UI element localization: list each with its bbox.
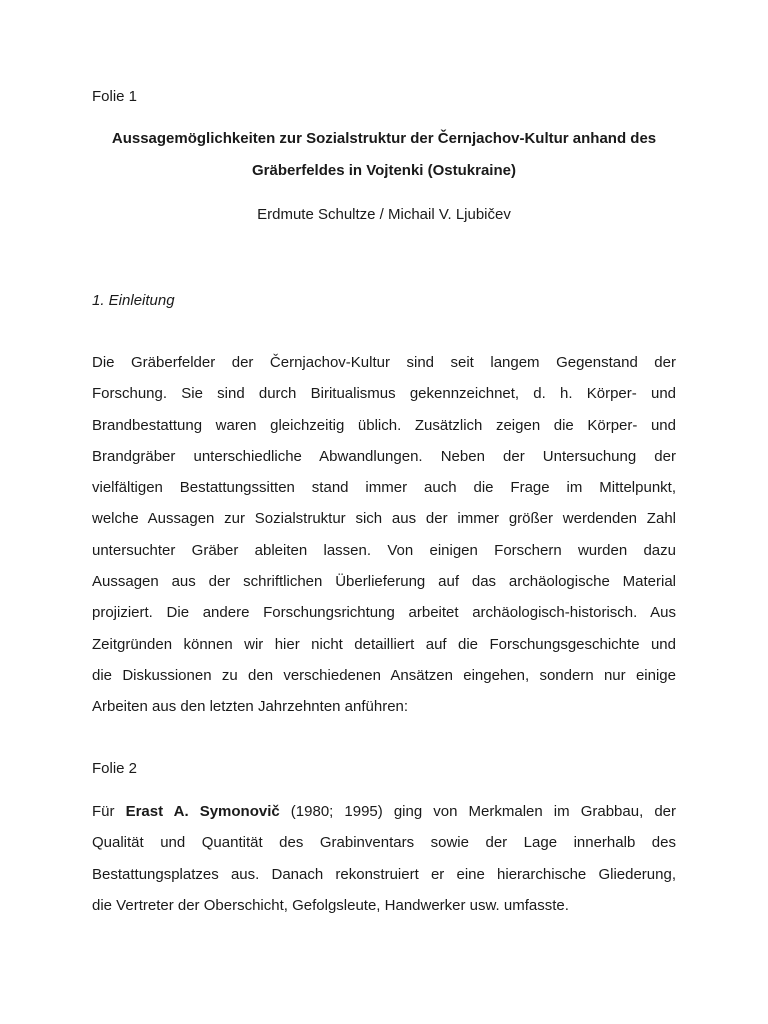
authors-line: Erdmute Schultze / Michail V. Ljubičev — [257, 206, 511, 223]
symonovic-paragraph — [92, 802, 676, 927]
paragraph-line: Bestattungsplatzes aus. Danach rekonstruiert er eine hierarchische Gliederung, — [92, 865, 676, 883]
slide2-label: Folie 2 — [92, 760, 138, 777]
line-prefix: Für — [92, 803, 126, 820]
line-rest: (1980; 1995) ging von Merkmalen im Grabbau, der — [279, 803, 676, 820]
paragraph-line: die Vertreter der Oberschicht, Gefolgsleute, Handwerker usw. umfasste. — [92, 896, 569, 914]
section-heading: 1. Einleitung — [92, 292, 175, 309]
paragraph-line: Arbeiten aus den letzten Jahrzehnten anführen: — [92, 698, 409, 716]
title-line-1: Aussagemöglichkeiten zur Sozialstruktur der Černjachov-Kultur anhand des — [111, 130, 657, 147]
intro-paragraph — [92, 353, 676, 729]
paragraph-line: Forschung. Sie sind durch Biritualismus gekennzeichnet, d. h. Körper- und — [92, 385, 676, 403]
paragraph-line: Brandbestattung waren gleichzeitig üblich. Zusätzlich zeigen die Körper- und — [92, 416, 676, 434]
paragraph-line: untersuchter Gräber ableiten lassen. Von einigen Forschern wurden dazu — [92, 541, 676, 559]
paragraph-line — [92, 802, 676, 833]
paragraph-line: Brandgräber unterschiedliche Abwandlungen. Neben der Untersuchung der — [92, 447, 676, 465]
paragraph-line: projiziert. Die andere Forschungsrichtung arbeitet archäologisch-historisch. Aus — [92, 604, 676, 622]
paragraph-line: welche Aussagen zur Sozialstruktur sich aus der immer größer werdenden Zahl — [92, 510, 676, 528]
paragraph-line: die Diskussionen zu den verschiedenen Ansätzen eingehen, sondern nur einige — [92, 666, 676, 684]
author-name: Erast A. Symonovič — [125, 803, 280, 820]
paragraph-line: Zeitgründen können wir hier nicht detailliert auf die Forschungsgeschichte und — [92, 635, 676, 653]
title-line-2: Gräberfeldes in Vojtenki (Ostukraine) — [252, 162, 516, 179]
paragraph-line: vielfältigen Bestattungssitten stand immer auch die Frage im Mittelpunkt, — [92, 479, 676, 497]
paragraph-line: Aussagen aus der schriftlichen Überlieferung auf das archäologische Material — [92, 573, 676, 591]
paragraph-line: Qualität und Quantität des Grabinventars sowie der Lage innerhalb des — [92, 834, 676, 852]
paragraph-line: Die Gräberfelder der Černjachov-Kultur sind seit langem Gegenstand der — [92, 354, 676, 371]
slide1-label: Folie 1 — [92, 88, 138, 105]
